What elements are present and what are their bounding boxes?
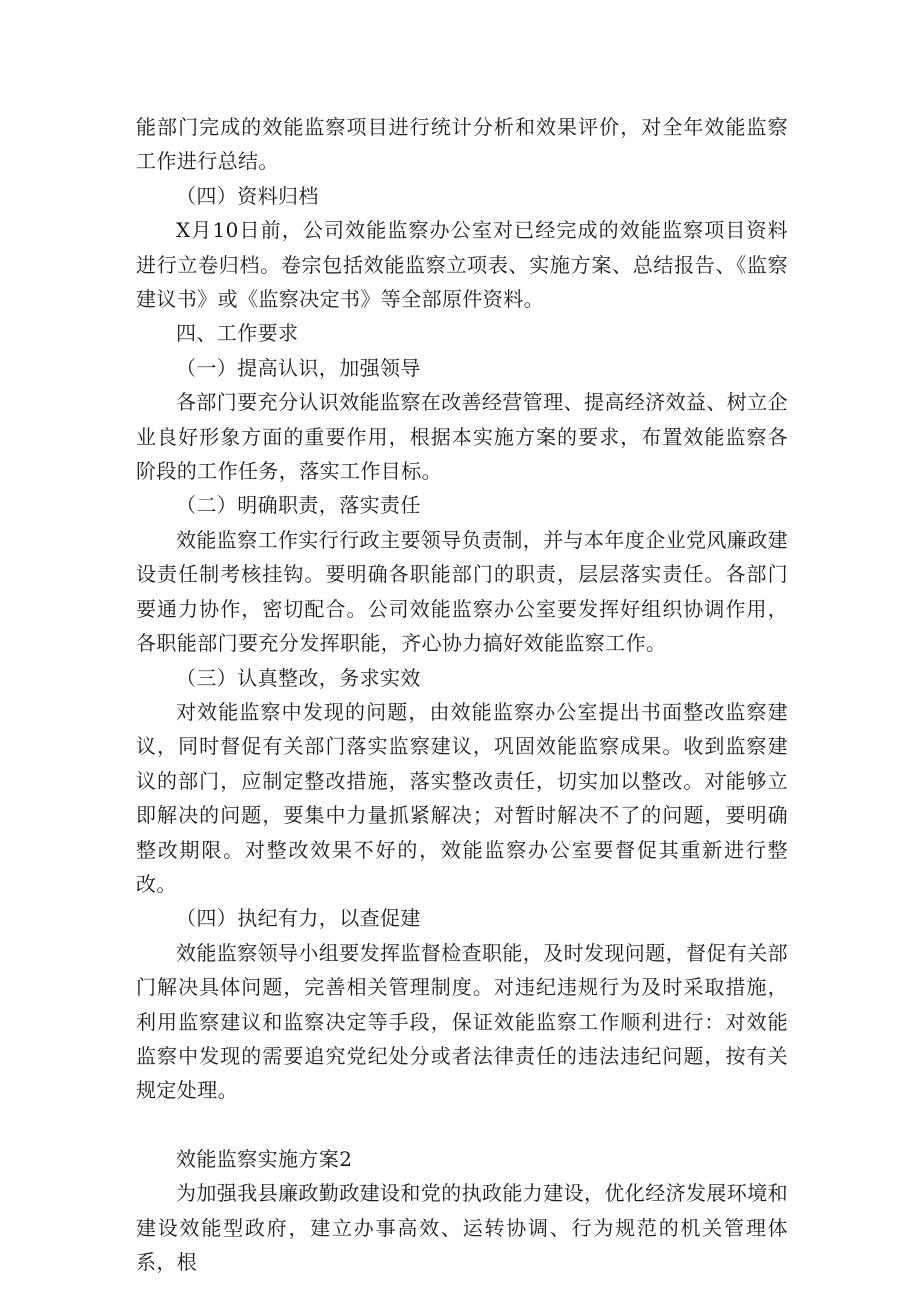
section-heading-work-requirements: 四、工作要求 [176,321,299,346]
paragraph-intro-2: 为加强我县廉政勤政建设和党的执政能力建设，优化经济发展环境和建设效能型政府，建立办事高效、运转协调、行为规范的机关管理体系，根 [136,1181,788,1274]
subheading-clarify-duties: （二）明确职责，落实责任 [176,493,421,518]
paragraph-discipline: 效能监察领导小组要发挥监督检查职能，及时发现问题，督促有关部门解决具体问题，完善相关管理制度。对违纪违规行为及时采取措施，利用监察建议和监察决定等手段，保证效能监察工作顺利进行：对效能监察中发现的需要追究党纪处分或者法律责任的违法违纪问题，按有关规定处理。 [136,940,788,1103]
subheading-raise-awareness: （一）提高认识，加强领导 [176,355,421,380]
document-body [136,110,788,1279]
subheading-archiving: （四）资料归档 [176,183,319,208]
paragraph-raise-awareness: 各部门要充分认识效能监察在改善经营管理、提高经济效益、树立企业良好形象方面的重要作用，根据本实施方案的要求，布置效能监察各阶段的工作任务，落实工作目标。 [136,390,788,484]
section-spacer [136,1108,788,1142]
paragraph-rectification: 对效能监察中发现的问题，由效能监察办公室提出书面整改监察建议，同时督促有关部门落实监察建议，巩固效能监察成果。收到监察建议的部门，应制定整改措施，落实整改责任，切实加以整改。对能够立即解决的问题，要集中力量抓紧解决；对暂时解决不了的问题，要明确整改期限。对整改效果不好的，效能监察办公室要督促其重新进行整改。 [136,699,788,896]
paragraph-archiving: X月10日前，公司效能监察办公室对已经完成的效能监察项目资料进行立卷归档。卷宗包括效能监察立项表、实施方案、总结报告、《监察建议书》或《监察决定书》等全部原件资料。 [136,218,788,312]
document-title-2: 效能监察实施方案2 [176,1146,353,1171]
subheading-discipline: （四）执纪有力，以查促建 [176,906,421,931]
paragraph-continuation: 能部门完成的效能监察项目进行统计分析和效果评价，对全年效能监察工作进行总结。 [136,115,788,174]
subheading-rectification: （三）认真整改，务求实效 [176,665,421,690]
paragraph-clarify-duties: 效能监察工作实行行政主要领导负责制，并与本年度企业党风廉政建设责任制考核挂钩。要明确各职能部门的职责，层层落实责任。各部门要通力协作，密切配合。公司效能监察办公室要发挥好组织协调作用，各职能部门要充分发挥职能，齐心协力搞好效能监察工作。 [136,527,788,656]
